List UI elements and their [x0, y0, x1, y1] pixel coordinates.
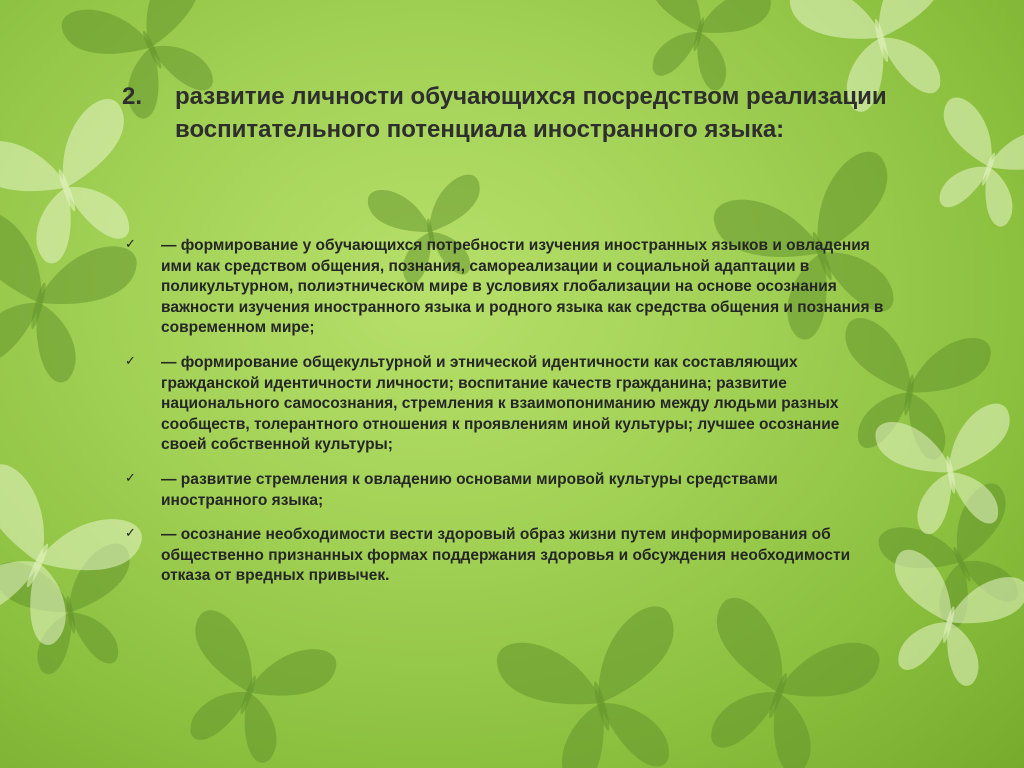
bullet-item — [125, 525, 885, 587]
bullet-item — [125, 353, 885, 456]
bullet-item — [125, 470, 885, 511]
butterfly-dark-icon — [159, 606, 340, 768]
bullet-text: — формирование у обучающихся потребности изучения иностранных языков и овладения ими как средством общения, познания, самореализации и социальной адаптации в поликультурном, полиэтническом мире в условиях глобализации на основе осознания важности изучения иностранного языка и родного языка как средства общения и познания в современном мире; — [161, 237, 884, 337]
heading-title: развитие личности обучающихся посредством реализации воспитательного потенциала иностранного языка: — [175, 83, 887, 143]
bullet-text: — формирование общекультурной и этнической идентичности как составляющих гражданской идентичности личности; воспитание качеств гражданина; развитие национального самосознания, стремления к взаимопониманию между людьми разных сообществ, толерантного отношения к проявлениям иной культуры; лучшее осознание своей собственной культуры; — [161, 353, 840, 454]
bullet-list — [125, 236, 885, 587]
heading-number: 2. — [122, 83, 143, 110]
butterfly-dark-icon — [493, 602, 708, 768]
butterfly-light-icon — [913, 94, 1024, 238]
butterfly-dark-icon — [675, 593, 884, 768]
checkmark-icon: ✓ — [125, 353, 136, 369]
checkmark-icon: ✓ — [125, 237, 136, 252]
checkmark-icon: ✓ — [125, 526, 136, 542]
checkmark-icon: ✓ — [125, 470, 136, 486]
bullet-text: — осознание необходимости вести здоровый образ жизни путем информирования об общественно признанных формах поддержания здоровья и обсуждения необходимости отказа от вредных привычек. — [161, 526, 851, 585]
bullet-text: — развитие стремления к овладению основами мировой культуры средствами иностранного языка; — [161, 470, 778, 509]
heading-block — [122, 80, 902, 146]
bullet-item — [125, 236, 885, 339]
